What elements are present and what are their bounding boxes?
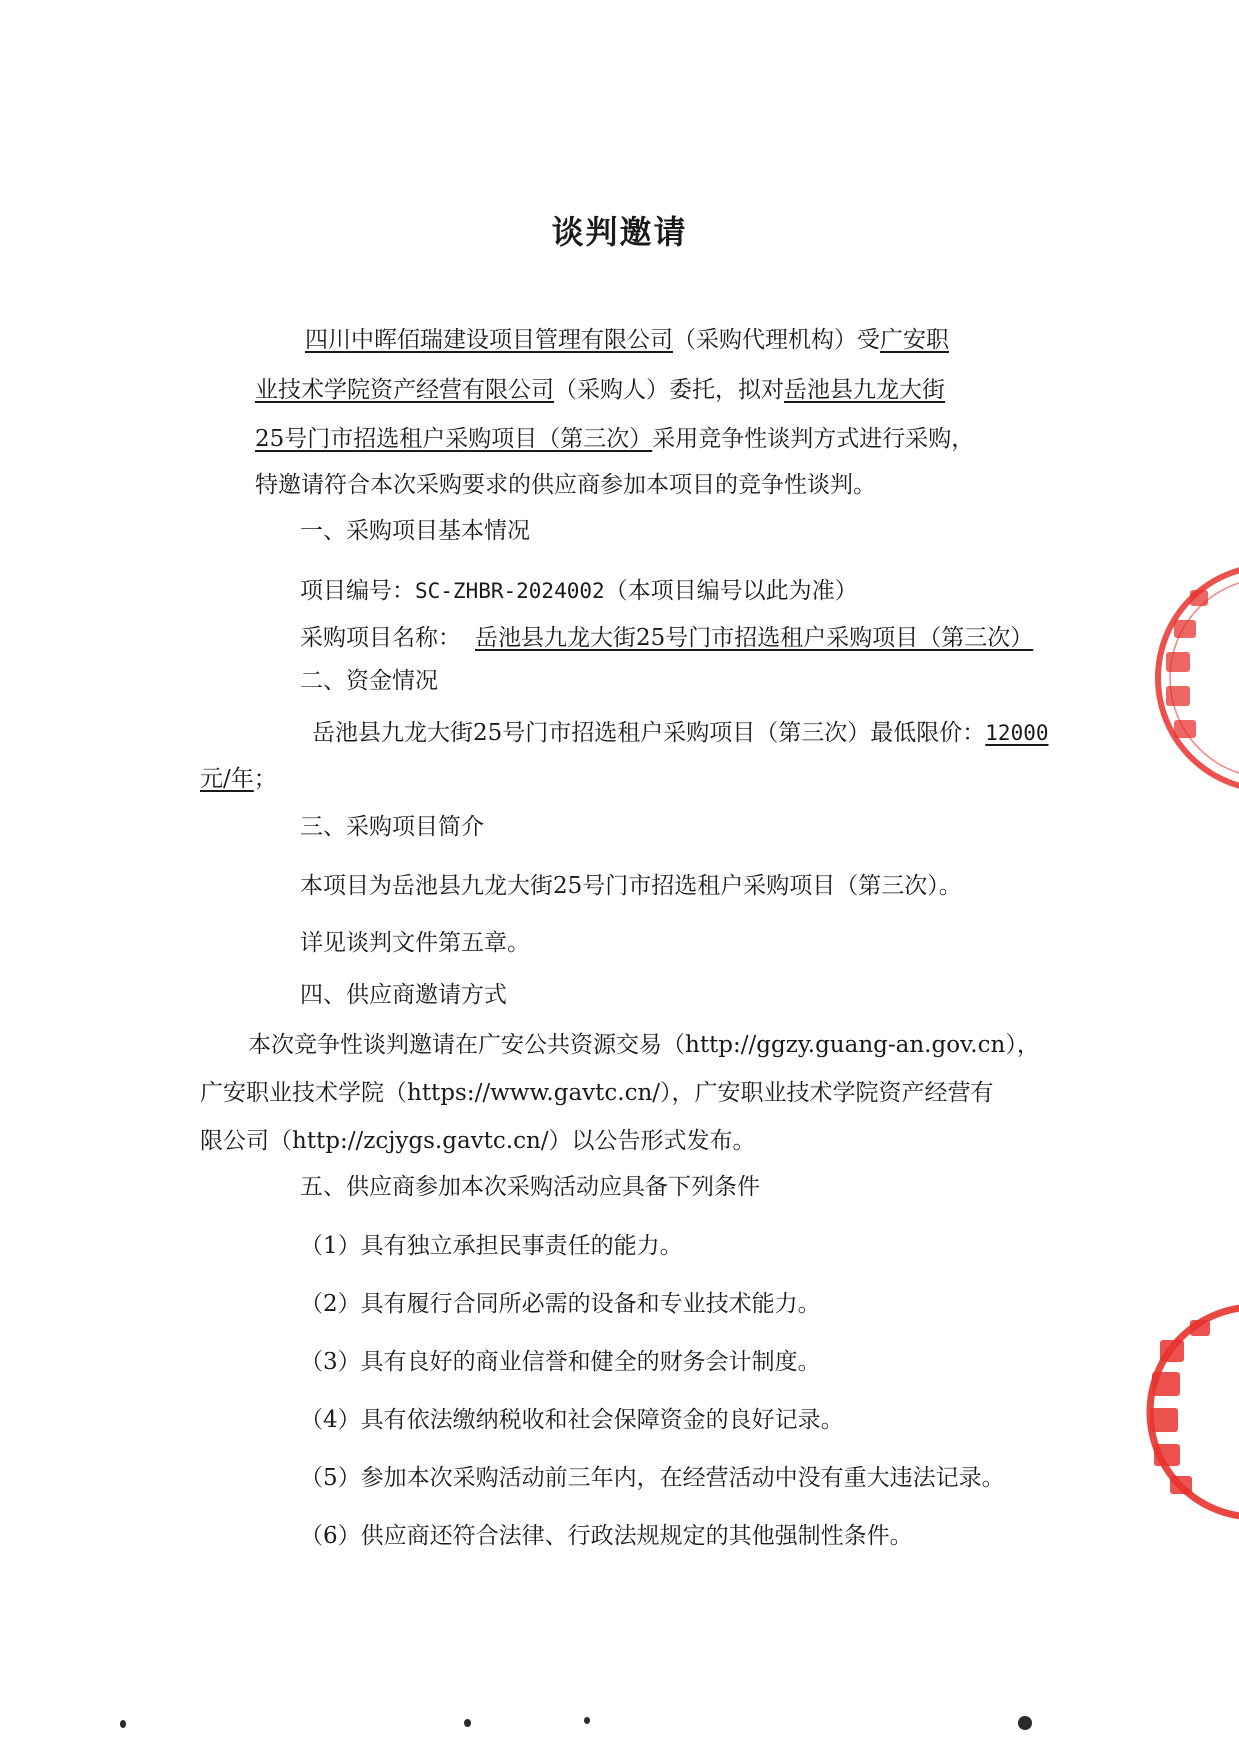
project-summary: 本项目为岳池县九龙大街25号门市招选租户采购项目（第三次）。 — [300, 873, 962, 899]
purchaser-seal-icon — [1150, 560, 1239, 800]
project-name-label: 采购项目名称： — [300, 625, 461, 651]
agency-seal-icon — [1120, 1300, 1239, 1520]
purchaser-name-part-1: 广安职 — [880, 327, 949, 353]
scan-speck — [584, 1717, 590, 1724]
condition-item: （4）具有依法缴纳税收和社会保障资金的良好记录。 — [300, 1407, 844, 1433]
project-name-row — [300, 623, 1033, 653]
project-number-value: SC-ZHBR-2024002 — [415, 579, 605, 603]
project-name-part-1: 岳池县九龙大街 — [784, 377, 945, 403]
price-limit-amount: 12000 — [985, 721, 1049, 745]
intro-line-3 — [255, 424, 974, 454]
section-2-heading: 二、资金情况 — [300, 668, 438, 694]
funding-line-2 — [200, 764, 277, 794]
funding-line — [312, 718, 1049, 748]
procurement-method: 采用竞争性谈判方式进行采购， — [652, 426, 975, 452]
project-number-note: （本项目编号以此为准） — [604, 578, 858, 604]
project-summary-ref: 详见谈判文件第五章。 — [300, 930, 530, 956]
section-4-heading: 四、供应商邀请方式 — [300, 982, 507, 1008]
invitation-line-3: 限公司（http://zcjygs.gavtc.cn/）以公告形式发布。 — [200, 1128, 756, 1154]
project-name-value: 岳池县九龙大街25号门市招选租户采购项目（第三次） — [475, 625, 1034, 651]
section-3-heading: 三、采购项目简介 — [300, 814, 484, 840]
scan-speck — [120, 1720, 126, 1728]
scan-speck — [464, 1719, 471, 1727]
price-limit-unit: 元/年 — [200, 766, 254, 792]
section-5-heading: 五、供应商参加本次采购活动应具备下列条件 — [300, 1174, 760, 1200]
condition-item: （1）具有独立承担民事责任的能力。 — [300, 1233, 683, 1259]
intro-line-4: 特邀请符合本次采购要求的供应商参加本项目的竞争性谈判。 — [255, 472, 876, 498]
invitation-line-2: 广安职业技术学院（https://www.gavtc.cn/），广安职业技术学院资产经营有 — [200, 1080, 994, 1106]
funding-text: 岳池县九龙大街25号门市招选租户采购项目（第三次）最低限价： — [312, 720, 986, 746]
condition-item: （3）具有良好的商业信誉和健全的财务会计制度。 — [300, 1349, 821, 1375]
project-name-part-2: 25号门市招选租户采购项目（第三次） — [255, 426, 653, 452]
scan-speck — [1018, 1716, 1032, 1730]
project-number-label: 项目编号： — [300, 578, 415, 604]
condition-item: （2）具有履行合同所必需的设备和专业技术能力。 — [300, 1291, 821, 1317]
purchaser-name-part-2: 业技术学院资产经营有限公司 — [255, 377, 554, 403]
agency-name: 四川中晖佰瑞建设项目管理有限公司 — [305, 327, 673, 353]
intro-line-1 — [305, 325, 949, 355]
condition-item: （6）供应商还符合法律、行政法规规定的其他强制性条件。 — [300, 1523, 913, 1549]
agency-role: （采购代理机构）受 — [673, 327, 880, 353]
intro-line-2 — [255, 375, 945, 405]
page-title: 谈判邀请 — [551, 213, 688, 251]
purchaser-role: （采购人）委托，拟对 — [554, 377, 784, 403]
condition-item: （5）参加本次采购活动前三年内，在经营活动中没有重大违法记录。 — [300, 1465, 1005, 1491]
project-number-row — [300, 576, 858, 606]
funding-end-punct: ； — [253, 766, 277, 792]
invitation-line-1: 本次竞争性谈判邀请在广安公共资源交易（http://ggzy.guang-an.gov.cn）， — [248, 1032, 1040, 1058]
section-1-heading: 一、采购项目基本情况 — [300, 518, 530, 544]
